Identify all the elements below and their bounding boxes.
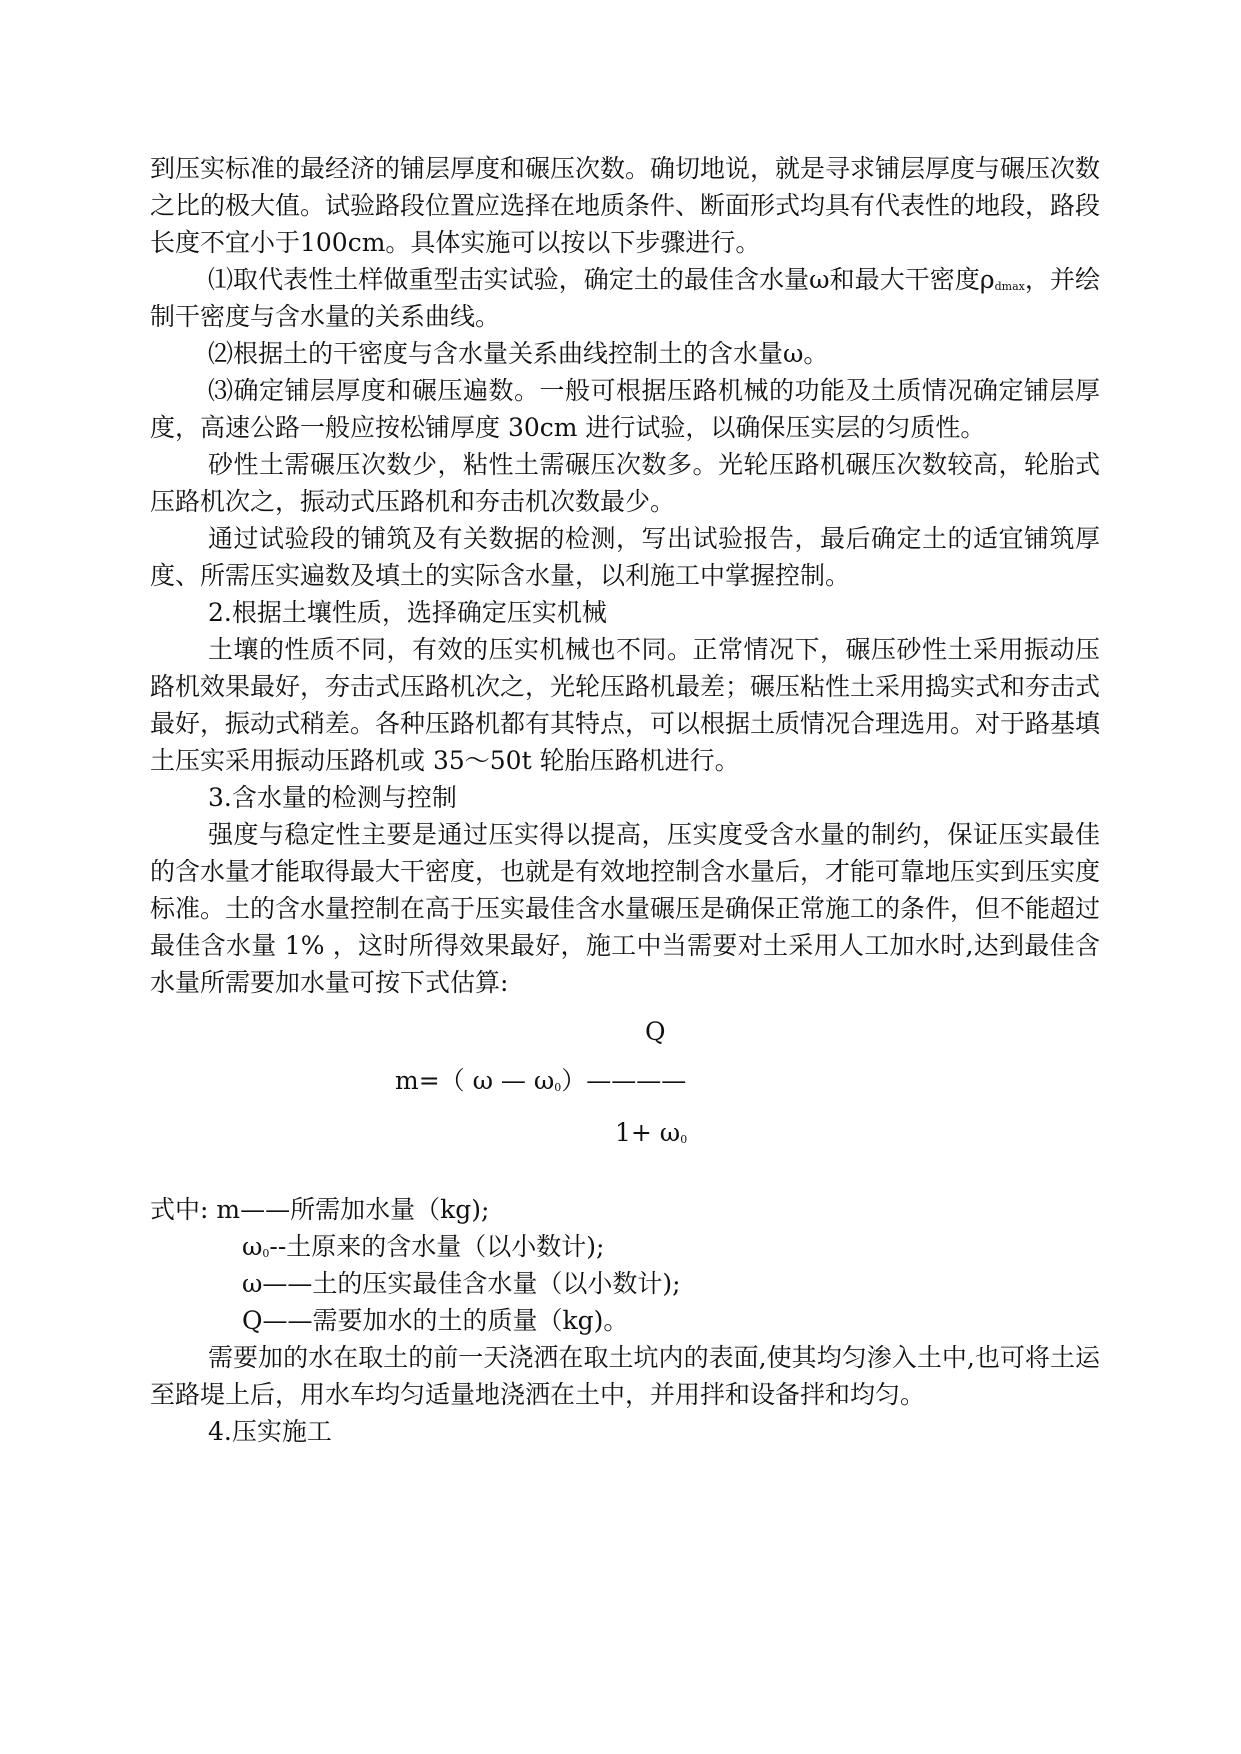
heading-section-4: 4.压实施工 [208, 1417, 332, 1446]
definition-omega0-subscript: 0 [262, 1247, 270, 1260]
formula-definitions [150, 1191, 1100, 1339]
paragraph-test-report: 通过试验段的铺筑及有关数据的检测，写出试验报告，最后确定土的适宜铺筑厚度、所需压实遍数及填土的实际含水量，以利施工中掌握控制。 [150, 524, 1100, 590]
formula-main-line [395, 1062, 686, 1099]
formula-lhs-b: ）———— [561, 1066, 687, 1095]
document-page [150, 150, 1100, 1450]
heading-section-2: 2.根据土壤性质，选择确定压实机械 [208, 598, 607, 627]
paragraph-step-1 [150, 261, 1100, 335]
step-1-text-b: ，并绘制干密度与含水量的关系曲线。 [150, 265, 1100, 331]
definition-omega0 [150, 1228, 1100, 1265]
heading-section-3: 3.含水量的检测与控制 [208, 783, 457, 812]
paragraph-watering: 需要加的水在取土的前一天浇洒在取土坑内的表面,使其均匀渗入土中,也可将土运至路堤上后，用水车均匀适量地浇洒在土中，并用拌和设备拌和均匀。 [150, 1343, 1100, 1409]
paragraph-step-2: ⑵根据土的干密度与含水量关系曲线控制土的含水量ω。 [208, 339, 829, 368]
paragraph-step-3: ⑶确定铺层厚度和碾压遍数。一般可根据压路机械的功能及土质情况确定铺层厚度，高速公路一般应按松铺厚度 30cm 进行试验，以确保压实层的匀质性。 [150, 376, 1100, 442]
paragraph-machines: 土壤的性质不同，有效的压实机械也不同。正常情况下，碾压砂性土采用振动压路机效果最好，夯击式压路机次之，光轮压路机最差；碾压粘性土采用捣实式和夯击式最好，振动式稍差。各种压路机都有其特点，可以根据土质情况合理选用。对于路基填土压实采用振动压路机或 35～50t 轮胎压路机进行。 [150, 635, 1101, 775]
formula-denominator [615, 1114, 687, 1151]
water-formula [150, 1013, 1100, 1173]
definition-omega: ω——土的压实最佳含水量（以小数计); [242, 1269, 681, 1298]
rho-subscript: dmax [994, 280, 1025, 293]
formula-lhs-subscript: 0 [554, 1081, 562, 1094]
formula-denom-a: 1+ ω [615, 1118, 681, 1147]
definition-omega0-text: --土原来的含水量（以小数计); [269, 1232, 605, 1261]
paragraph-soil-types: 砂性土需碾压次数少，粘性土需碾压次数多。光轮压路机碾压次数较高，轮胎式压路机次之，振动式压路机和夯击机次数最少。 [150, 450, 1100, 516]
formula-lhs-a: m=（ ω — ω [395, 1066, 555, 1095]
paragraph-moisture-control: 强度与稳定性主要是通过压实得以提高，压实度受含水量的制约，保证压实最佳的含水量才能取得最大干密度，也就是有效地控制含水量后，才能可靠地压实到压实度标准。土的含水量控制在高于压实最佳含水量碾压是确保正常施工的条件，但不能超过最佳含水量 1% ，这时所得效果最好，施工中当需要对土采用人工加水时,达到最佳含水量所需要加水量可按下式估算: [150, 820, 1101, 997]
step-1-text-a: ⑴取代表性土样做重型击实试验，确定土的最佳含水量ω和最大干密度ρ [208, 265, 995, 294]
definition-m: 式中: m——所需加水量（kg); [150, 1195, 490, 1224]
formula-denom-subscript: 0 [680, 1133, 688, 1146]
formula-numerator: Q [645, 1017, 666, 1046]
paragraph-intro: 到压实标准的最经济的铺层厚度和碾压次数。确切地说，就是寻求铺层厚度与碾压次数之比的极大值。试验路段位置应选择在地质条件、断面形式均具有代表性的地段，路段长度不宜小于100cm。具体实施可以按以下步骤进行。 [150, 154, 1101, 257]
definition-omega0-symbol: ω [242, 1232, 263, 1261]
definition-q: Q——需要加水的土的质量（kg)。 [242, 1306, 629, 1335]
